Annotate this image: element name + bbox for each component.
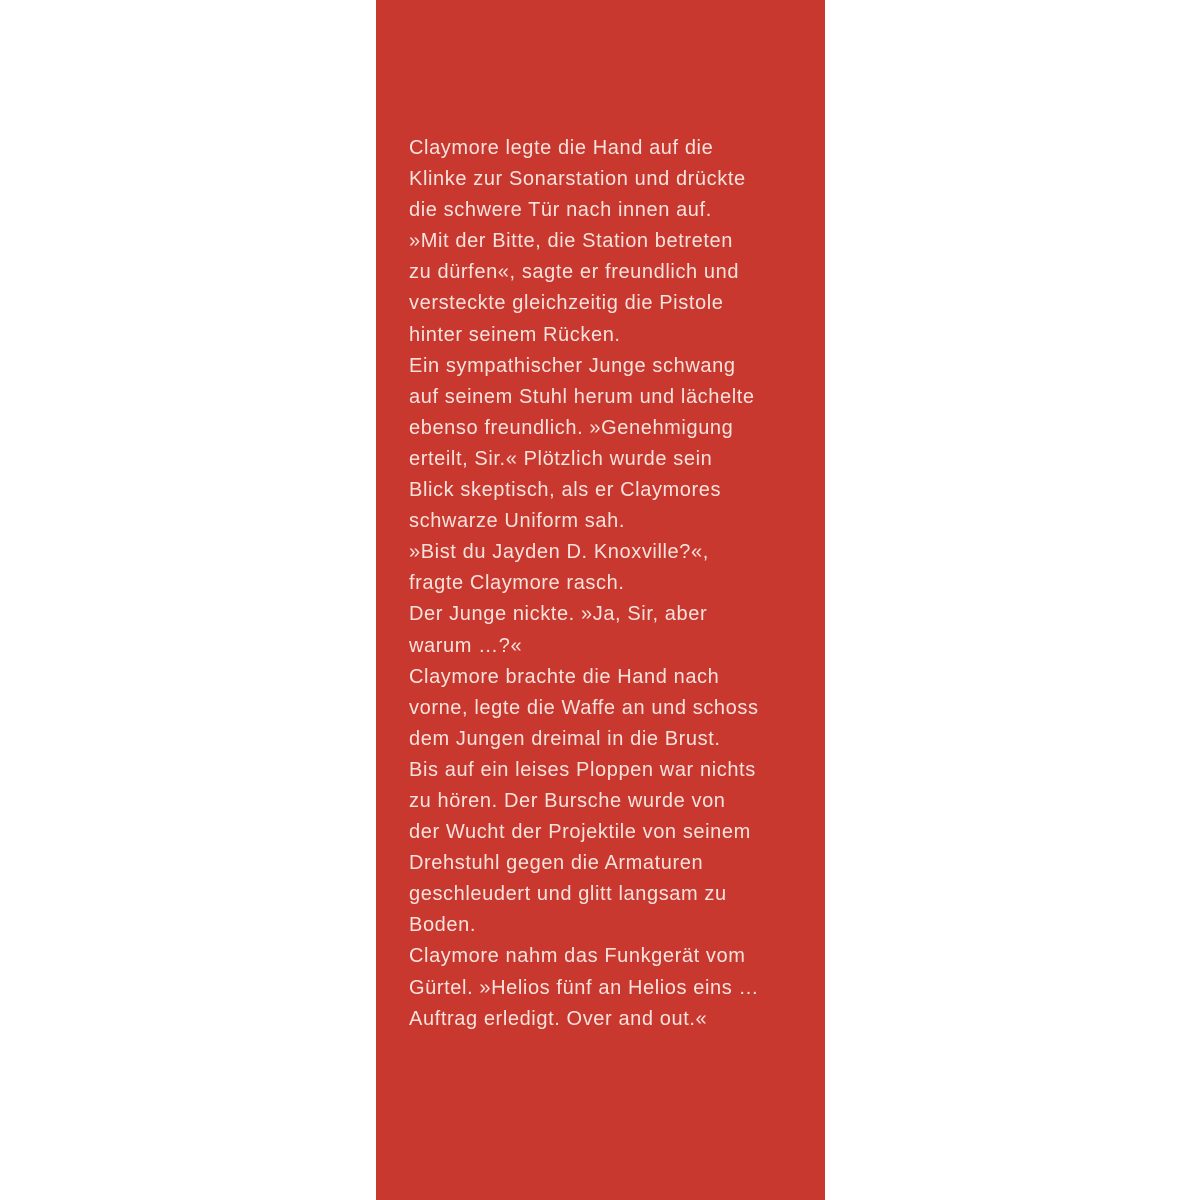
text-block xyxy=(409,133,819,1035)
text-line: Boden. xyxy=(409,914,476,937)
text-line: Gürtel. »Helios fünf an Helios eins … xyxy=(409,976,760,999)
text-line: zu dürfen«, sagte er freundlich und xyxy=(409,261,740,284)
text-line: dem Jungen dreimal in die Brust. xyxy=(409,727,721,750)
text-line: erteilt, Sir.« Plötzlich wurde sein xyxy=(409,447,713,470)
text-line: warum …?« xyxy=(409,634,523,657)
text-line: ebenso freundlich. »Genehmigung xyxy=(409,416,734,439)
text-line: Claymore legte die Hand auf die xyxy=(409,137,714,159)
text-line: »Mit der Bitte, die Station betreten xyxy=(409,230,733,253)
text-panel xyxy=(376,0,825,1200)
text-line: schwarze Uniform sah. xyxy=(409,510,625,533)
text-line: auf seinem Stuhl herum und lächelte xyxy=(409,385,755,408)
text-line: vorne, legte die Waffe an und schoss xyxy=(409,696,759,719)
text-line: die schwere Tür nach innen auf. xyxy=(409,199,712,222)
text-line: Claymore nahm das Funkgerät vom xyxy=(409,945,746,968)
text-line: Bis auf ein leises Ploppen war nichts xyxy=(409,758,756,781)
text-line: der Wucht der Projektile von seinem xyxy=(409,821,751,844)
text-line: fragte Claymore rasch. xyxy=(409,572,625,595)
text-line: Der Junge nickte. »Ja, Sir, aber xyxy=(409,603,708,626)
text-line: versteckte gleichzeitig die Pistole xyxy=(409,292,724,315)
text-line: geschleudert und glitt langsam zu xyxy=(409,883,727,906)
text-line: zu hören. Der Bursche wurde von xyxy=(409,789,726,812)
text-line: Drehstuhl gegen die Armaturen xyxy=(409,852,704,875)
text-line: Ein sympathischer Junge schwang xyxy=(409,354,736,377)
text-line: Blick skeptisch, als er Claymores xyxy=(409,479,722,502)
text-line: »Bist du Jayden D. Knoxville?«, xyxy=(409,541,709,564)
text-line: Klinke zur Sonarstation und drückte xyxy=(409,168,746,191)
text-line: Auftrag erledigt. Over and out.« xyxy=(409,1007,708,1030)
text-line: Claymore brachte die Hand nach xyxy=(409,665,720,688)
text-line: hinter seinem Rücken. xyxy=(409,323,621,346)
